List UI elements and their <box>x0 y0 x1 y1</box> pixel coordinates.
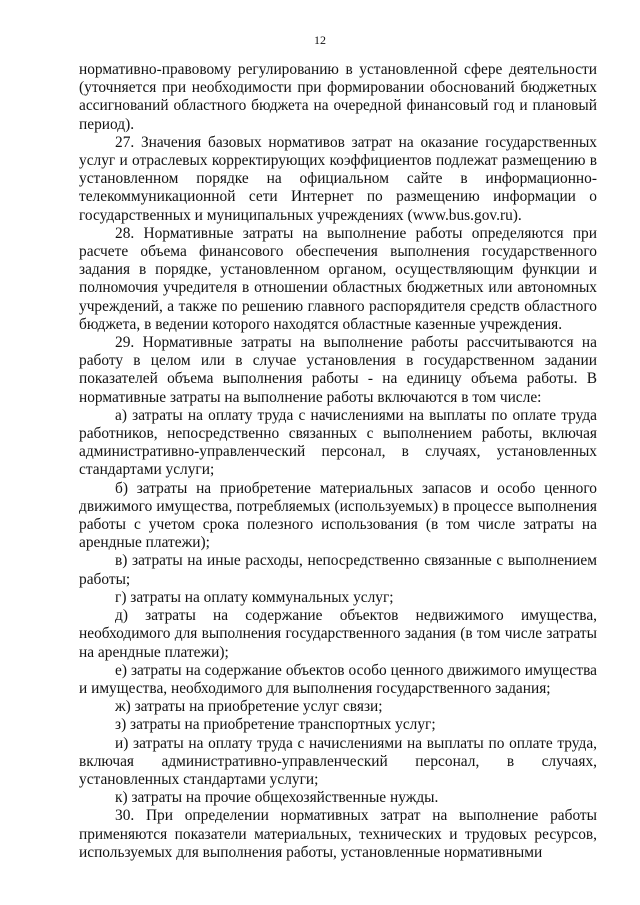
list-item-d: д) затраты на содержание объектов недвижимого имущества, необходимого для выполнения государственного задания (в том числе затраты на арендные платежи); <box>79 607 597 661</box>
list-item-b: б) затраты на приобретение материальных запасов и особо ценного движимого имущества, потребляемых (используемых) в процессе выполнения работы с учетом срока полезного использования (в том числе затраты на арендные платежи); <box>79 479 597 552</box>
paragraph-continuation: нормативно-правовому регулированию в установленной сфере деятельности (уточняется при необходимости при формировании обоснований бюджетных ассигнований областного бюджета на очередной финансовый год и плановый период). <box>79 61 597 133</box>
paragraph-29: 29. Нормативные затраты на выполнение работы рассчитываются на работу в целом или в случае установления в государственном задании показателей объема выполнения работы - на единицу объема работы. В нормативные затраты на выполнение работы включаются в том числе: <box>79 334 597 406</box>
list-item-a: а) затраты на оплату труда с начислениями на выплаты по оплате труда работников, непосредственно связанных с выполнением работы, включая административно-управленческий персонал, в случаях, установленных стандартами услуги; <box>79 406 597 479</box>
list-item-i: и) затраты на оплату труда с начислениями на выплаты по оплате труда, включая административно-управленческий персонал, в случаях, установленных стандартами услуги; <box>79 734 597 788</box>
list-item-v: в) затраты на иные расходы, непосредственно связанные с выполнением работы; <box>79 552 597 588</box>
document-body <box>79 61 597 862</box>
page-number: 12 <box>314 33 326 47</box>
list-item-g: г) затраты на оплату коммунальных услуг; <box>115 588 394 606</box>
list-item-zh: ж) затраты на приобретение услуг связи; <box>115 698 383 716</box>
list-item-z: з) затраты на приобретение транспортных услуг; <box>115 716 436 734</box>
list-item-e: е) затраты на содержание объектов особо ценного движимого имущества и имущества, необходимого для выполнения государственного задания; <box>79 661 597 697</box>
paragraph-28: 28. Нормативные затраты на выполнение работы определяются при расчете объема финансового обеспечения выполнения государственного задания в порядке, установленном органом, осуществляющим функции и полномочия учредителя в отношении областных бюджетных или автономных учреждений, а также по решению главного распорядителя средств областного бюджета, в ведении которого находятся областные казенные учреждения. <box>79 224 597 333</box>
paragraph-30: 30. При определении нормативных затрат на выполнение работы применяются показатели материальных, технических и трудовых ресурсов, используемых для выполнения работы, установленные нормативными <box>79 807 597 861</box>
paragraph-27: 27. Значения базовых нормативов затрат на оказание государственных услуг и отраслевых корректирующих коэффициентов подлежат размещению в установленном порядке на официальном сайте в информационно-телекоммуникационной сети Интернет по размещению информации о государственных и муниципальных учреждениях (www.bus.gov.ru). <box>79 133 597 224</box>
list-item-k: к) затраты на прочие общехозяйственные нужды. <box>115 789 439 807</box>
